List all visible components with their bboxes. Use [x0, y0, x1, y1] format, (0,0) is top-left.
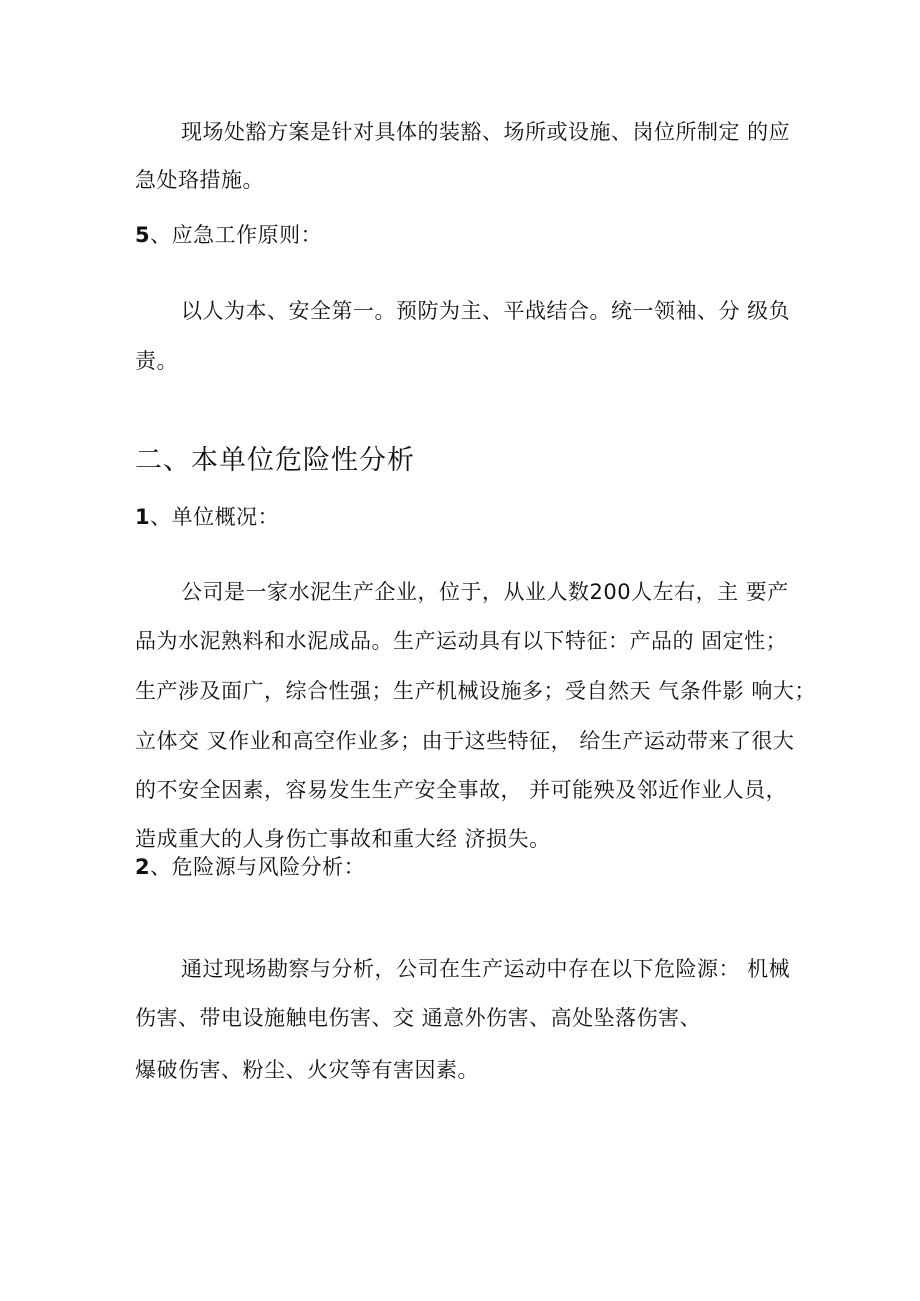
overview-line-2: 品为水泥熟料和水泥成品。生产运动具有以下特征：产品的 固定性；	[135, 629, 788, 653]
hazards-line-3: 爆破伤害、粉尘、火灾等有害因素。	[135, 1058, 479, 1082]
section-2-title: 二、本单位危险性分析	[135, 445, 415, 476]
overview-line-5: 的不安全因素，容易发生生产安全事故， 并可能殃及邻近作业人员，	[135, 778, 788, 802]
principles-heading	[135, 221, 322, 249]
principles-heading-text: 、应急工作原则：	[150, 223, 323, 247]
hazards-line-1: 通过现场勘察与分析，公司在生产运动中存在以下危险源： 机械	[181, 957, 791, 981]
hazards-heading-text: 、危险源与风险分析：	[150, 855, 366, 879]
hazards-heading	[135, 853, 365, 881]
intro-line-2: 急处珞措施。	[135, 168, 264, 192]
overview-line-3: 生产涉及面广，综合性强；生产机械设施多；受自然天 气条件影 响大；	[135, 679, 816, 703]
hazards-heading-number: 2	[135, 855, 151, 879]
hazards-line-2: 伤害、带电设施触电伤害、交 通意外伤害、高处坠落伤害、	[135, 1006, 702, 1030]
overview-line-6: 造成重大的人身伤亡事故和重大经 济损失。	[135, 827, 551, 851]
overview-line-1: 公司是一家水泥生产企业，位于，从业人数200人左右，主 要产	[181, 580, 789, 604]
overview-heading-number: 1	[135, 505, 151, 529]
principles-heading-number: 5	[135, 223, 151, 247]
overview-heading	[135, 503, 279, 531]
principles-line-2: 责。	[135, 349, 178, 373]
overview-heading-text: 、单位概况：	[150, 505, 280, 529]
principles-line-1: 以人为本、安全第一。预防为主、平战结合。统一领袖、分 级负	[181, 299, 791, 323]
overview-line-4: 立体交 叉作业和高空作业多；由于这些特征， 给生产运动带来了很大	[135, 729, 795, 753]
intro-line-1: 现场处豁方案是针对具体的装豁、场所或设施、岗位所制定 的应	[181, 120, 791, 144]
